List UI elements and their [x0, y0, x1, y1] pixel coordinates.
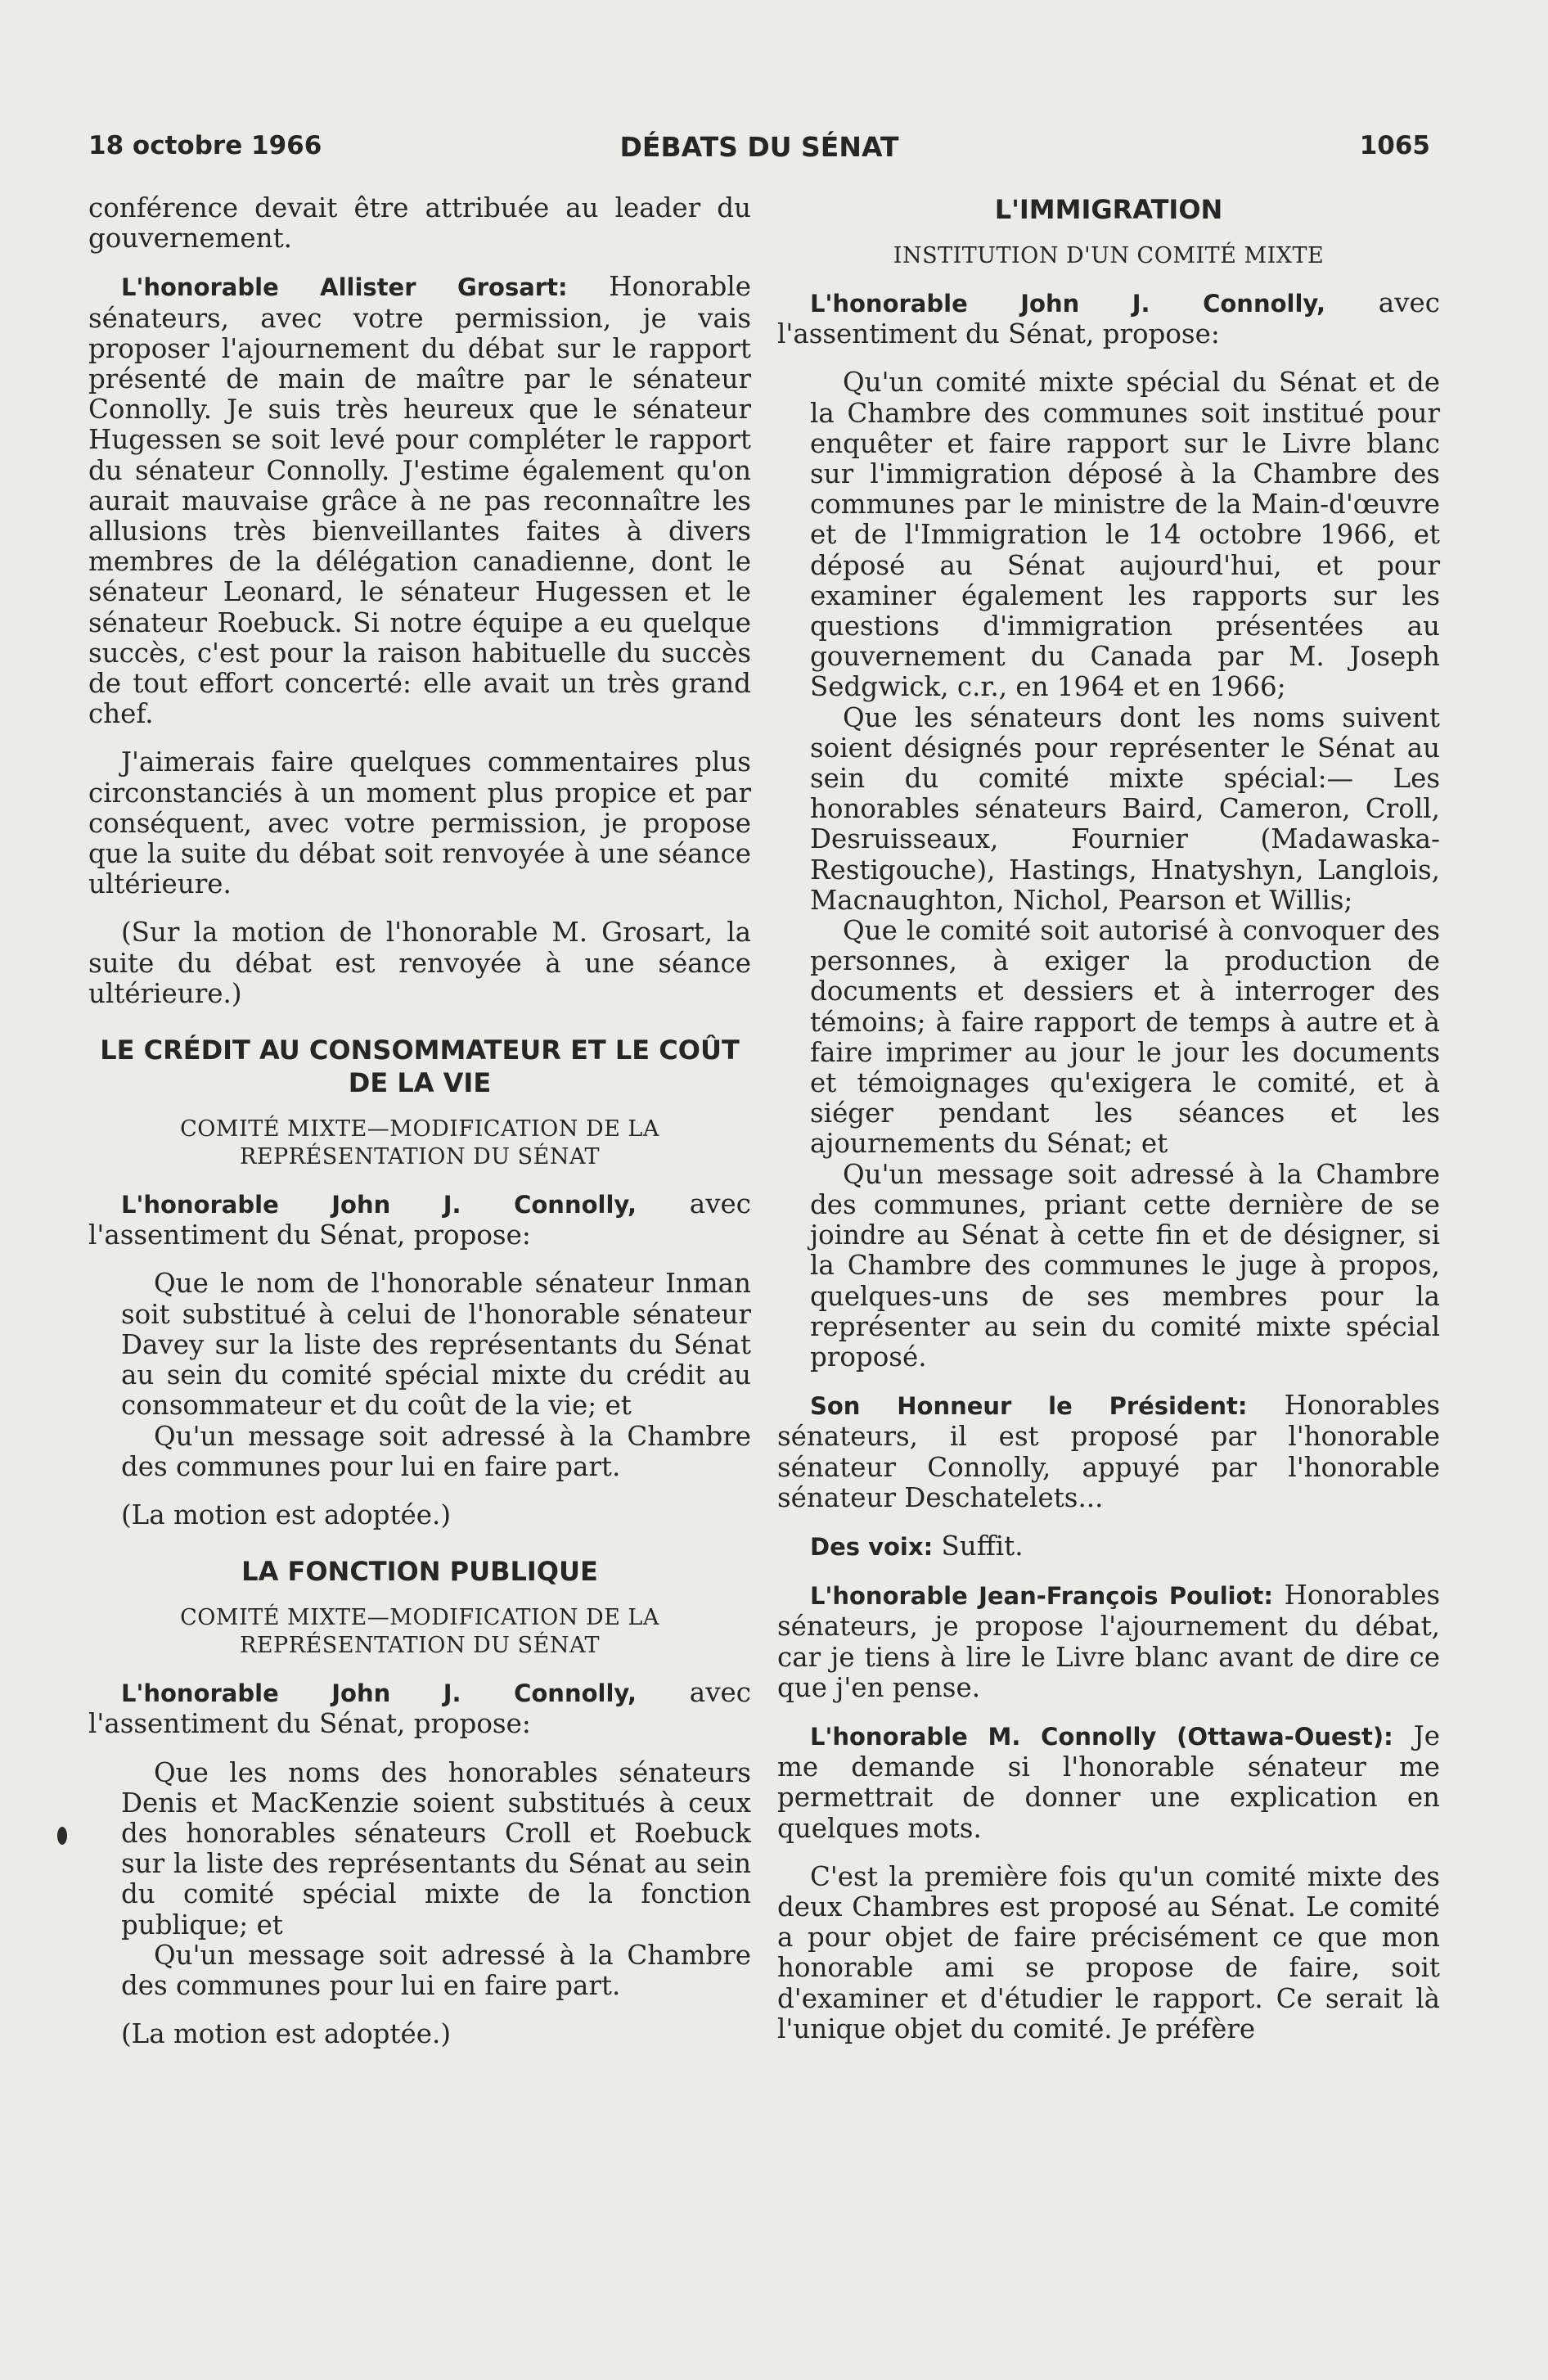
motion-clause: Qu'un message soit adressé à la Chambre des communes pour lui en faire part.: [121, 1420, 751, 1482]
paragraph: [88, 1189, 751, 1251]
section-heading: LA FONCTION PUBLIQUE: [241, 1556, 598, 1588]
motion-text: [88, 1269, 751, 1481]
speech-text: Je me demande si l'honorable sénateur me permettrait de donner une explication en quelques mots.: [777, 1720, 1440, 1844]
left-column: [88, 193, 751, 2067]
motion-result: (La motion est adoptée.): [121, 2018, 452, 2050]
header-title: DÉBATS DU SÉNAT: [619, 131, 899, 163]
paragraph: [88, 272, 751, 729]
paragraph: (Sur la motion de l'honorable M. Grosart, la suite du débat est renvoyée à une séance ultérieure.): [88, 917, 751, 1009]
speaker-name: L'honorable Jean-François Pouliot:: [810, 1582, 1273, 1611]
motion-clause: Qu'un message soit adressé à la Chambre des communes, priant cette dernière de se joindre au Sénat à cette fin et de désigner, si la Chambre des communes le juge à propos, quelques-uns de ses membres pour la représenter au sein du comité mixte spécial proposé.: [810, 1158, 1440, 1373]
paragraph: C'est la première fois qu'un comité mixte des deux Chambres est proposé au Sénat. Le comité a pour objet de faire précisément ce que mon honorable ami se propose de faire, soit d'examiner et d'étudier le rapport. Ce serait là l'unique objet du comité. Je préfère: [777, 1860, 1440, 2044]
speaker-name: Des voix:: [810, 1532, 934, 1561]
paragraph: J'aimerais faire quelques commentaires plus circonstanciés à un moment plus propice et par conséquent, avec votre permission, je propose que la suite du débat soit renvoyée à une séance ultérieure.: [88, 746, 751, 900]
right-column: [777, 193, 1440, 2062]
section-heading: LE CRÉDIT AU CONSOMMATEUR ET LE COÛT DE LA VIE: [100, 1034, 740, 1099]
paragraph: [88, 1678, 751, 1739]
page-header: [88, 131, 1430, 172]
paragraph: [777, 288, 1440, 349]
page-number: 1065: [1359, 131, 1430, 160]
paragraph: [777, 1391, 1440, 1513]
speaker-name: Son Honneur le Président:: [810, 1392, 1248, 1421]
speaker-name: L'honorable M. Connolly (Ottawa-Ouest):: [810, 1722, 1393, 1751]
speech-text: Suffit.: [933, 1530, 1024, 1562]
speaker-name: L'honorable John J. Connolly,: [121, 1679, 637, 1708]
section-heading: L'IMMIGRATION: [994, 194, 1223, 225]
section-subheading: COMITÉ MIXTE—MODIFICATION DE LA REPRÉSENTATION DU SÉNAT: [180, 1605, 659, 1659]
motion-text: [777, 367, 1440, 1373]
motion-result: (La motion est adoptée.): [121, 1499, 452, 1530]
motion-clause: Qu'un message soit adressé à la Chambre des communes pour lui en faire part.: [121, 1939, 751, 2001]
speech-text: avec l'assentiment du Sénat, propose:: [88, 1677, 751, 1740]
motion-text: [88, 1758, 751, 2002]
motion-clause: Que le comité soit autorisé à convoquer des personnes, à exiger la production de documents et dessiers et à interroger des témoins; à faire rapport de temps à autre et à faire imprimer au jour le jour les documents et témoignages qu'exigera le comité, et à siéger pendant les séances et les ajournements du Sénat; et: [810, 915, 1440, 1160]
speech-text: Honorables sénateurs, je propose l'ajournement du débat, car je tiens à lire le Livre blanc avant de dire ce que j'en pense.: [777, 1580, 1441, 1703]
speech-text: avec l'assentiment du Sénat, propose:: [88, 1188, 751, 1251]
section-subheading: COMITÉ MIXTE—MODIFICATION DE LA REPRÉSENTATION DU SÉNAT: [180, 1116, 659, 1170]
paragraph: [777, 1580, 1440, 1703]
motion-clause: Que les noms des honorables sénateurs Denis et MacKenzie soient substitués à ceux des honorables sénateurs Croll et Roebuck sur la liste des représentants du Sénat au sein du comité spécial mixte de la fonction publique; et: [121, 1756, 751, 1941]
section-subheading: INSTITUTION D'UN COMITÉ MIXTE: [893, 243, 1325, 268]
motion-clause: Que les sénateurs dont les noms suivent soient désignés pour représenter le Sénat au sein du comité mixte spécial:— Les honorables sénateurs Baird, Cameron, Croll, Desruisseaux, Fournier (Madawaska-Restigouche), Hastings, Hnatyshyn, Langlois, Macnaughton, Nichol, Pearson et Willis;: [810, 701, 1440, 916]
paragraph: conférence devait être attribuée au leader du gouvernement.: [88, 192, 751, 255]
header-date: 18 octobre 1966: [88, 131, 322, 160]
speaker-name: L'honorable Allister Grosart:: [121, 273, 568, 302]
paragraph: [777, 1721, 1440, 1844]
motion-clause: Que le nom de l'honorable sénateur Inman soit substitué à celui de l'honorable sénateur Davey sur la liste des représentants du Sénat au sein du comité spécial mixte du crédit au consommateur et du coût de la vie; et: [121, 1268, 751, 1422]
speech-text: avec l'assentiment du Sénat, propose:: [777, 287, 1440, 350]
motion-clause: Qu'un comité mixte spécial du Sénat et de la Chambre des communes soit institué pour enquêter et faire rapport sur le Livre blanc sur l'immigration déposé à la Chambre des communes par le ministre de la Main-d'œuvre et de l'Immigration le 14 octobre 1966, et déposé au Sénat aujourd'hui, et pour examiner également les rapports sur les questions d'immigration présentées au gouvernement du Canada par M. Joseph Sedgwick, c.r., en 1964 et en 1966;: [810, 367, 1440, 703]
speaker-name: L'honorable John J. Connolly,: [121, 1191, 637, 1219]
speech-text: Honorable sénateurs, avec votre permission, je vais proposer l'ajournement du débat sur le rapport présenté de main de maître par le sénateur Connolly. Je suis très heureux que le sénateur Hugessen se soit levé pour compléter le rapport du sénateur Connolly. J'estime également qu'on aurait mauvaise grâce à ne pas reconnaître les allusions très bienveillantes faites à divers membres de la délégation canadienne, dont le sénateur Leonard, le sénateur Hugessen et le sénateur Roebuck. Si notre équipe a eu quelque succès, c'est pour la raison habituelle du succès de tout effort concerté: elle avait un très grand chef.: [88, 271, 751, 730]
speaker-name: L'honorable John J. Connolly,: [810, 290, 1326, 318]
speech-text: Honorables sénateurs, il est proposé par l'honorable sénateur Connolly, appuyé par l'honorable sénateur Deschatelets...: [777, 1390, 1440, 1513]
margin-mark: [57, 1827, 67, 1845]
paragraph: [777, 1531, 1440, 1562]
